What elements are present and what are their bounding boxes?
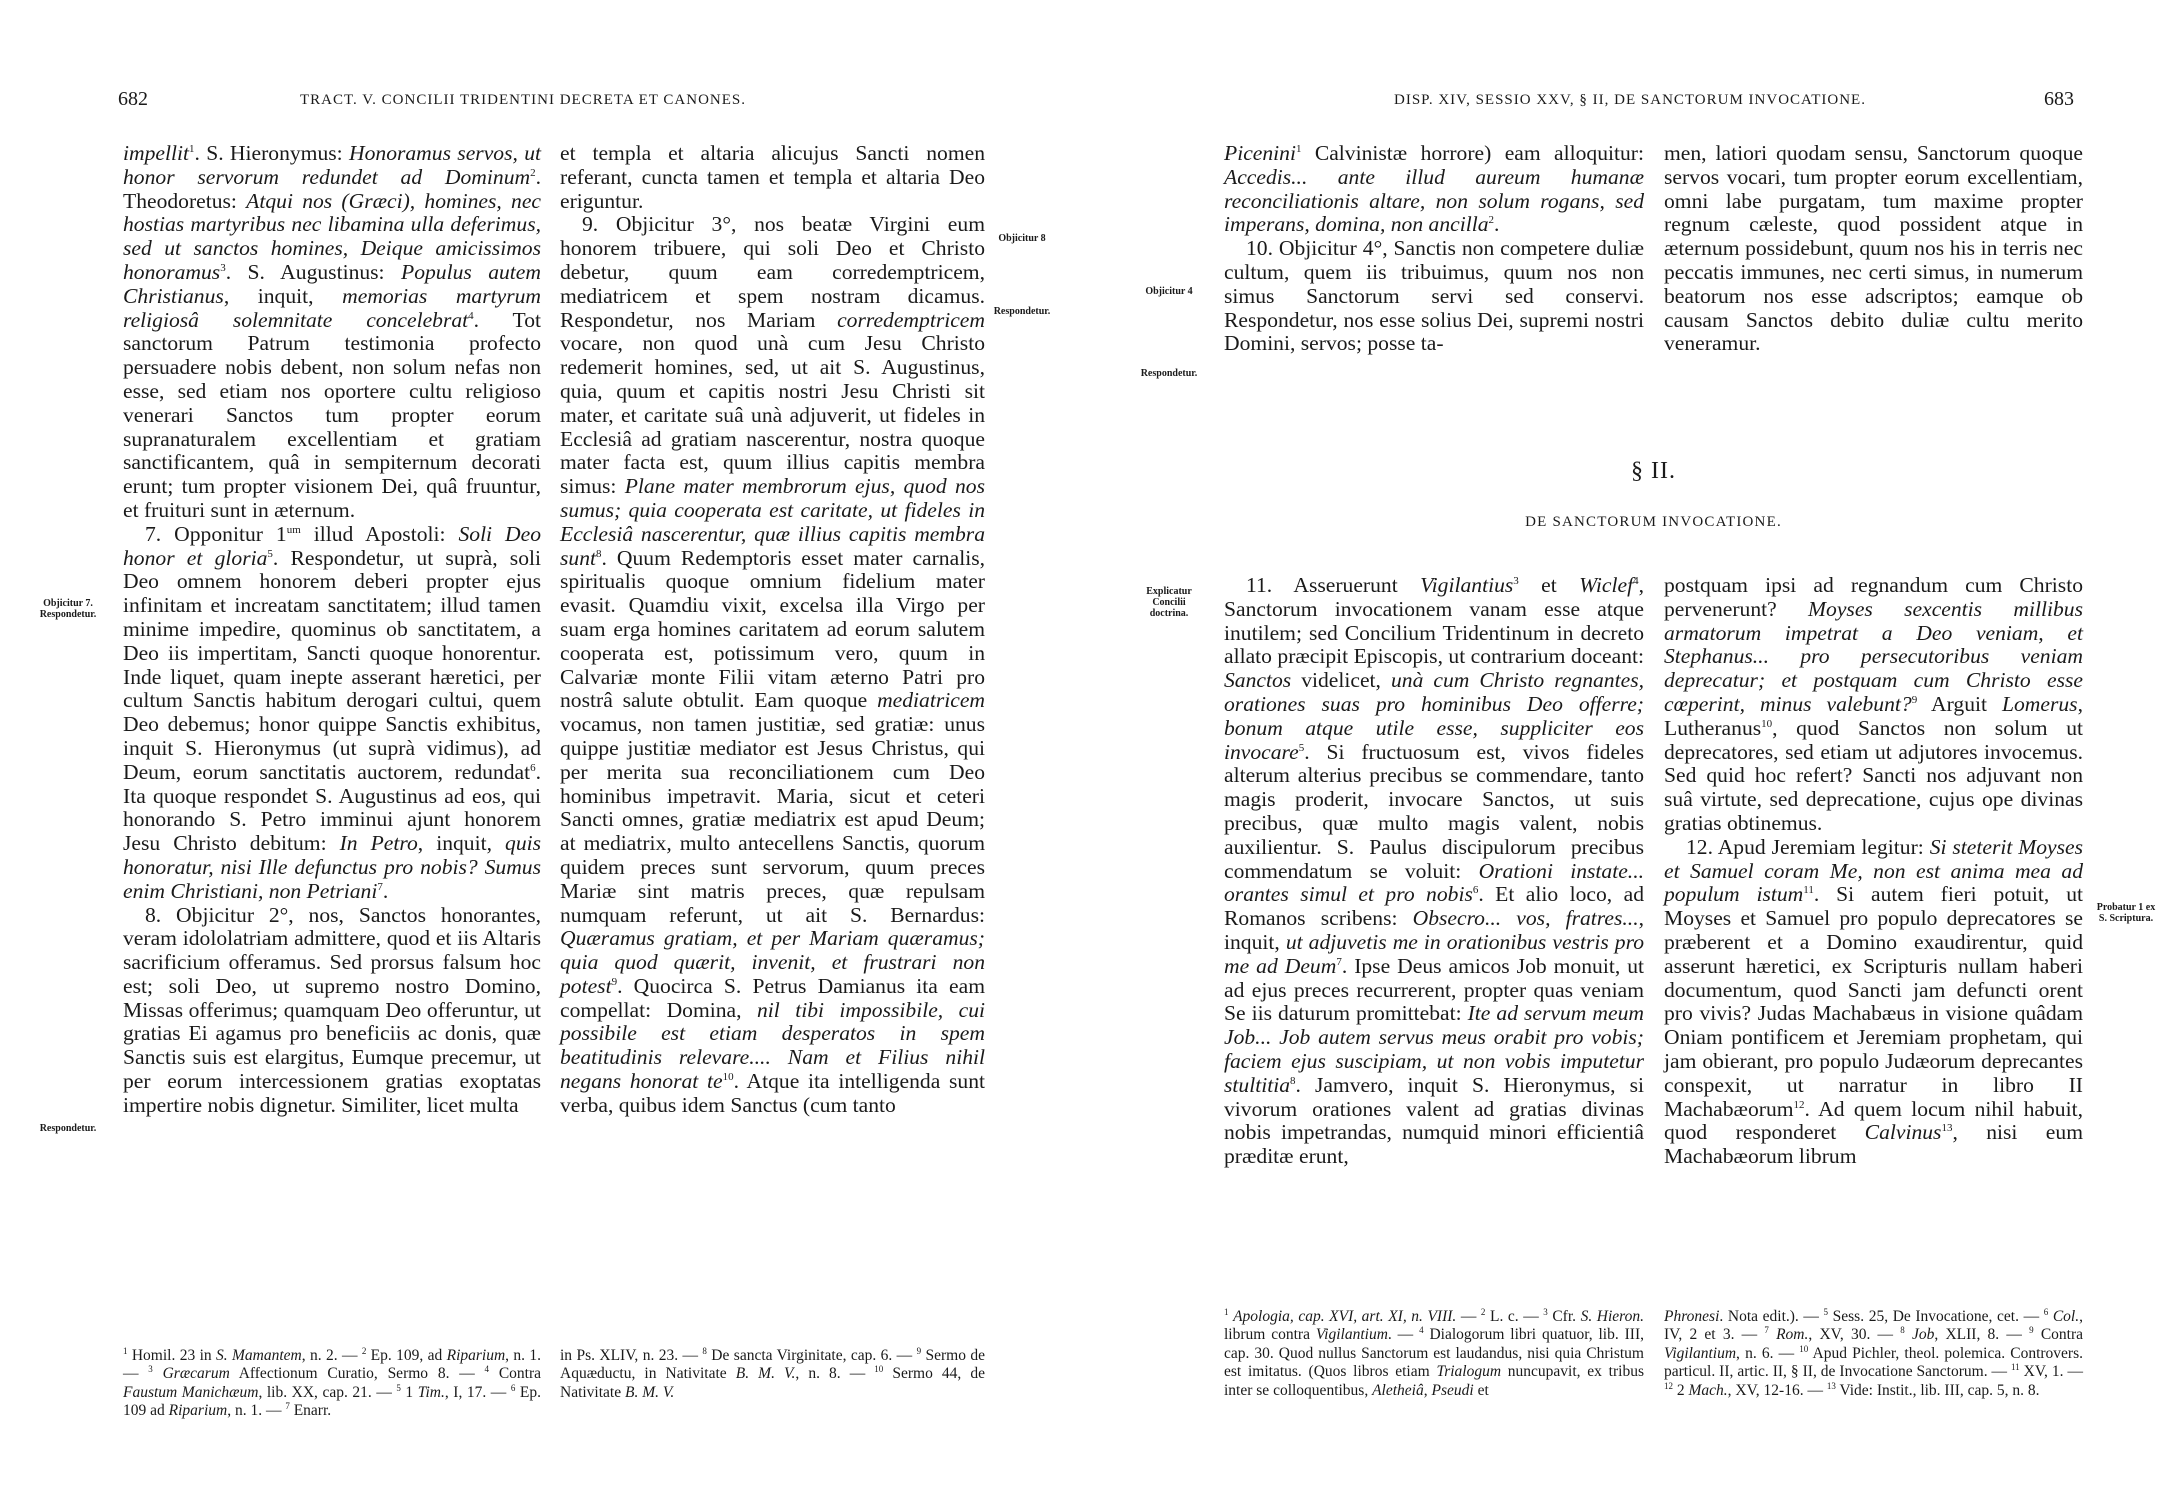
margin-note-respondetur-10: Respondetur.	[1140, 368, 1198, 379]
margin-note-explicatur-11: Explicatur Concilii doctrina.	[1146, 586, 1192, 619]
left-page-footnotes-1: $^1$ Homil. 23 in S. Mamantem, n. 2. — $^2$ Ep. 109, ad Riparium, n. 1. — $^3$ Græcarum Affectionum Curatio, Sermo 8. — $^4$ Contra Faustum Manichæum, lib. XX, cap. 21. — $^5$ 1 Tim., I, 17. — $^6$ Ep. 109 ad Riparium, n. 1. — $^7$ Enarr.	[123, 1345, 542, 1420]
margin-note-respondetur-8: Respondetur.	[39, 1123, 97, 1134]
right-page-footnotes-2: Phronesi. Nota edit.). — $^5$ Sess. 25, De Invocatione, cet. — $^6$ Col., IV, 2 et 3. — $^7$ Rom., XV, 30. — $^8$ Job, XLII, 8. — $^9$ Contra Vigilantium, n. 6. — $^{10}$ Apud Pichler, theol. polemica. Controvers. particul. II, artic. II, § II, de Invocatione Sanctorum. — $^{11}$ XV, 1. — $^{12}$ 2 Mach., XV, 12-16. — $^{13}$ Vide: Instit., lib. III, cap. 5, n. 8.	[1664, 1306, 2084, 1399]
left-page-footnotes-2: in Ps. XLIV, n. 23. — $^8$ De sancta Virginitate, cap. 6. — $^9$ Sermo de Aquæductu, in Nativitate B. M. V., n. 8. — $^{10}$ Sermo 44, de Nativitate B. M. V.	[560, 1345, 985, 1401]
running-head-right: DISP. XIV, SESSIO XXV, § II, DE SANCTORUM INVOCATIONE.	[1394, 92, 1866, 108]
margin-note-objicitur-7: Objicitur 7. Respondetur.	[39, 598, 97, 620]
margin-note-probatur-12: Probatur 1 ex S. Scriptura.	[2096, 902, 2156, 924]
right-page	[1091, 0, 2182, 1500]
running-head-left: TRACT. V. CONCILII TRIDENTINI DECRETA ET CANONES.	[300, 92, 746, 108]
page-number-left: 682	[118, 88, 148, 110]
section-title: DE SANCTORUM INVOCATIONE.	[1525, 514, 1782, 530]
right-page-top-column-2: men, latiori quodam sensu, Sanctorum quoque servos vocari, tum propter eorum excellentiam, omni labe purgatam, tum maxime propter regnum cæleste, quod possident atque in æternum possidebunt, quum nos his in terris nec peccatis immunes, nec certi simus, in numerum beatorum nos esse adscriptos; eamque ob causam Sanctos debito duliæ cultu merito veneramur.	[1664, 141, 2083, 356]
left-page-column-1: impellit$^1$. S. Hieronymus: Honoramus servos, ut honor servorum redundet ad Dominum$^2$. Theodoretus: Atqui nos (Græci), homines, nec hostias martyribus nec libamina ulla deferimus, sed ut sanctos homines, Deique amicissimos honoramus$^3$. S. Augustinus: Populus autem Christianus, inquit, memorias martyrum religiosâ solemnitate concelebrat$^4$. Tot sanctorum Patrum testimonia profecto persuadere nobis debent, non solum nefas non esse, sed etiam nos oportere cultu religioso venerari Sanctos tum propter eorum supranaturalem excellentiam et gratiam sanctificantem, quâ in sempiternum decorati erunt; tum propter visionem Dei, quâ fruuntur, et fruituri sunt in æternum. 7. Opponitur $1^{um}$ illud Apostoli: Soli Deo honor et gloria$^5$. Respondetur, ut suprà, soli Deo omnem honorem deberi propter ejus infinitam et increatam sanctitatem; illud tamen minime impedire, quominus ob sanctitatem, a Deo iis impertitam, Sancti quoque honorentur. Inde liquet, quam inepte asserant hæretici, per cultum Sanctis habitum derogari cultui, quem Deo debemus; honor quippe Sanctis exhibitus, inquit S. Hieronymus (ut suprà vidimus), ad Deum, eorum sanctitatis auctorem, redundat$^6$. Ita quoque respondet S. Augustinus ad eos, qui honorando S. Petro imminui ajunt honorem Jesu Christo debitum: In Petro, inquit, quis honoratur, nisi Ille defunctus pro nobis? Sumus enim Christiani, non Petriani$^7$. 8. Objicitur 2°, nos, Sanctos honorantes, veram idololatriam admittere, quod et iis Altaris sacrificium offeramus. Sed prorsus falsum hoc est; soli Deo, ut supremo nostro Domino, Missas offerimus; quamquam Deo offeruntur, ut gratias Ei agamus pro beneficiis ac donis, quæ Sanctis suis est elargitus, Eumque precemur, ut per eorum intercessionem gratias exoptatas impertire nobis dignetur. Similiter, licet multa	[123, 141, 542, 1117]
margin-note-objicitur-10: Objicitur 4	[1145, 286, 1193, 297]
margin-note-respondetur-9: Respondetur.	[993, 306, 1051, 317]
right-page-footnotes-1: $^1$ Apologia, cap. XVI, art. XI, n. VIII. — $^2$ L. c. — $^3$ Cfr. S. Hieron. librum contra Vigilantium. — $^4$ Dialogorum libri quatuor, lib. III, cap. 30. Quod nullus Sanctorum est laudandus, nisi quia Christum est imitatus. (Quos libros etiam Trialogum nuncupavit, ex tribus inter se colloquentibus, Aletheiâ, Pseudi et	[1224, 1306, 1645, 1399]
section-number: § II.	[1631, 458, 1676, 484]
margin-note-objicitur-9: Objicitur 8	[998, 233, 1046, 244]
page-number-right: 683	[2044, 88, 2074, 110]
right-page-column-2: postquam ipsi ad regnandum cum Christo pervenerunt? Moyses sexcentis millibus armatorum impetrat a Deo veniam, et Stephanus... pro persecutoribus veniam deprecatur; et postquam cum Christo esse cœperint, minus valebunt?$^9$ Arguit Lomerus, Lutheranus$^{10}$, quod Sanctos non solum ut deprecatores, sed etiam ut adjutores invocemus. Sed quid hoc refert? Sancti nos adjuvant non suâ virtute, sed deprecatione, cujus ope divinas gratias obtinemus. 12. Apud Jeremiam legitur: Si steterit Moyses et Samuel coram Me, non est anima mea ad populum istum$^{11}$. Si autem fieri potuit, ut Moyses et Samuel pro populo deprecatores se præberent et a Domino exaudirentur, quid asserunt hæretici, ex Scripturis nullam haberi documentum, quod Sancti jam defuncti orent pro vivis? Judas Machabæus in visione quâdam Oniam pontificem et Jeremiam prophetam, qui jam obierant, pro populo Judæorum deprecantes conspexit, ut narratur in libro II Machabæorum$^{12}$. Ad quem locum nihil habuit, quod responderet Calvinus$^{13}$, nisi eum Machabæorum librum	[1664, 573, 2084, 1169]
right-page-top-column-1: Picenini$^1$ Calvinistæ horrore) eam alloquitur: Accedis... ante illud aureum humanæ reconciliationis altare, non solum rogans, sed imperans, domina, non ancilla$^2$. 10. Objicitur 4°, Sanctis non competere duliæ cultum, quem iis tribuimus, quum nos non simus Sanctorum servi sed conservi. Respondetur, nos esse solius Dei, supremi nostri Domini, servos; posse ta-	[1224, 141, 1644, 356]
left-page-column-2: et templa et altaria alicujus Sancti nomen referant, cuncta tamen et templa et altaria Deo eriguntur. 9. Objicitur 3°, nos beatæ Virgini eum honorem tribuere, qui soli Deo et Christo debetur, quum eam corredemptricem, mediatricem et spem nostram dicamus. Respondetur, nos Mariam corredemptricem vocare, non quod unà cum Jesu Christo redemerit homines, sed, ut ait S. Augustinus, quia, quum et capitis nostri Jesu Christi sit mater, et caritate suâ unà adjuverit, ut fideles in Ecclesiâ ad gratiam nascerentur, nostra quoque mater facta est, quum illius capitis membra simus: Plane mater membrorum ejus, quod nos sumus; quia cooperata est caritate, ut fideles in Ecclesiâ nascerentur, quæ illius capitis membra sunt$^8$. Quum Redemptoris esset mater carnalis, spiritualis quoque omnium fidelium mater evasit. Quamdiu vixit, excelsa illa Virgo per suam erga homines caritatem ad eorum salutem cooperata est, potissimum vero, quum in Calvariæ monte Filii vitam æterno Patri pro nostrâ salute obtulit. Eam quoque mediatricem vocamus, non tamen justitiæ, sed gratiæ: unus quippe justitiæ mediator est Jesus Christus, qui per merita sua reconciliationem cum Deo hominibus impetravit. Maria, sicut et ceteri Sancti omnes, gratiæ mediatrix est apud Deum; at mediatrix, multo antecellens Sanctis, quorum quidem preces sunt servorum, quum preces Mariæ sint matris preces, quæ repulsam numquam referunt, ut ait S. Bernardus: Quæramus gratiam, et per Mariam quæramus; quia quod quærit, invenit, et frustrari non potest$^9$. Quocirca S. Petrus Damianus ita eam compellat: Domina, nil tibi impossibile, cui possibile est etiam desperatos in spem beatitudinis relevare.... Nam et Filius nihil negans honorat $te^{10}$. Atque ita intelligenda sunt verba, quibus idem Sanctus (cum tanto	[560, 141, 986, 1117]
right-page-column-1: 11. Asseruerunt Vigilantius$^3$ et Wiclef$^4$, Sanctorum invocationem vanam esse atque inutilem; sed Concilium Tridentinum in decreto allato præcipit Episcopis, ut contrarium doceant: Sanctos videlicet, unà cum Christo regnantes, orationes suas pro hominibus Deo offerre; bonum atque utile esse, suppliciter eos invocare$^5$. Si fructuosum est, vivos fideles alterum alterius precibus se commendare, tanto magis proderit, invocare Sanctos, ut suis precibus, quæ multo magis valent, nobis auxilientur. S. Paulus discipulorum precibus commendatum se voluit: Orationi instate... orantes simul et pro nobis$^6$. Et alio loco, ad Romanos scribens: Obsecro... vos, fratres..., inquit, ut adjuvetis me in orationibus vestris pro me ad Deum$^7$. Ipse Deus amicos Job monuit, ut ad ejus preces recurrerent, propter quas veniam Se iis daturum promittebat: Ite ad servum meum Job... Job autem servus meus orabit pro vobis; faciem ejus suscipiam, ut non vobis imputetur stultitia$^8$. Jamvero, inquit S. Hieronymus, si vivorum orationes valent ad gratias divinas nobis impetrandas, numquid minori efficientiâ præditæ erunt,	[1224, 573, 1645, 1169]
